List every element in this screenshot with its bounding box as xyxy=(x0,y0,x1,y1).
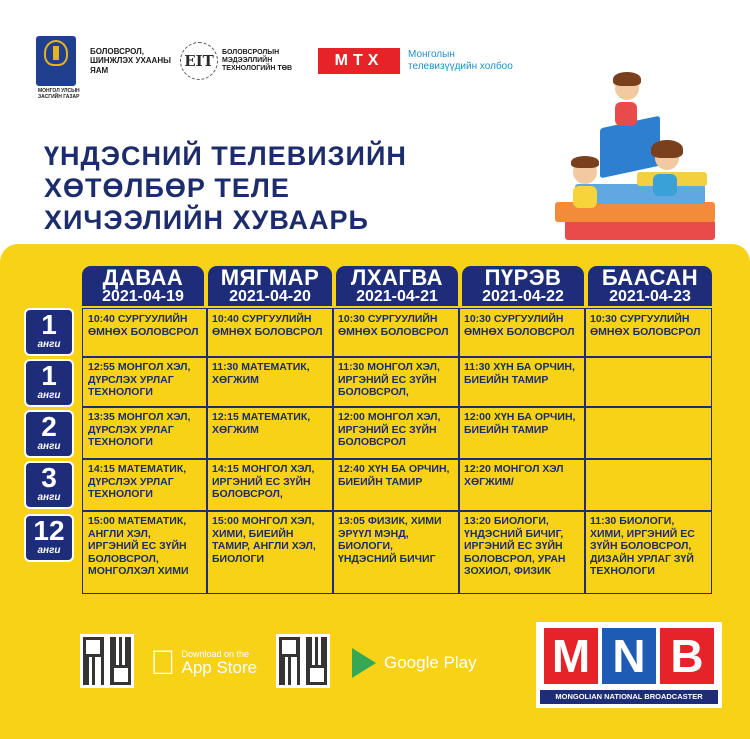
ministry-name: БОЛОВСРОЛ, ШИНЖЛЭХ УХААНЫ ЯАМ xyxy=(90,46,171,75)
grade-label: 2 анги xyxy=(24,410,74,458)
day-header-thursday xyxy=(462,266,584,306)
emblem-caption: МОНГОЛ УЛСЫН ЗАСГИЙН ГАЗАР xyxy=(38,88,80,100)
mnb-letter-n: N xyxy=(602,628,656,684)
grade-label: 1 анги xyxy=(24,308,74,356)
schedule-cell: 12:00 ХҮН БА ОРЧИН, БИЕИЙН ТАМИР xyxy=(458,406,586,460)
googleplay-qr-code-icon[interactable] xyxy=(276,634,330,688)
state-emblem-icon xyxy=(36,36,76,86)
apple-icon xyxy=(150,646,176,680)
day-header-friday xyxy=(588,266,712,306)
eit-logo: EIT xyxy=(180,42,218,80)
book-bottom-icon xyxy=(565,220,715,240)
schedule-cell: 10:30 СУРГУУЛИЙН ӨМНӨХ БОЛОВСРОЛ xyxy=(458,308,586,358)
day-date: 2021-04-21 xyxy=(356,288,438,305)
grade-label: 1 анги xyxy=(24,359,74,407)
appstore-small-text: Download on the xyxy=(156,646,224,656)
schedule-cell: 13:05 ФИЗИК, ХИМИ ЭРҮҮЛ МЭНД, БИОЛОГИ, ҮНДЭСНИЙ БИЧИГ xyxy=(332,510,460,594)
schedule-cell: 11:30 МОНГОЛ ХЭЛ, ИРГЭНИЙ ЕС ЗҮЙН БОЛОВСРОЛ, xyxy=(332,356,460,408)
logo-row xyxy=(36,36,518,86)
day-name: ЛХАГВА xyxy=(350,265,444,290)
mnb-letter-m: M xyxy=(544,628,598,684)
schedule-cell: 12:20 МОНГОЛ ХЭЛ ХӨГЖИМ/ xyxy=(458,458,586,512)
schedule-cell: 13:35 МОНГОЛ ХЭЛ, ДҮРСЛЭХ УРЛАГ ТЕХНОЛОГИ xyxy=(82,406,208,460)
schedule-cell: 12:15 МАТЕМАТИК, ХӨГЖИМ xyxy=(206,406,334,460)
grade-label: 3 анги xyxy=(24,461,74,509)
day-date: 2021-04-22 xyxy=(482,288,564,305)
day-name: ДАВАА xyxy=(102,265,184,290)
schedule-cell xyxy=(584,458,712,512)
title-line-3: ХИЧЭЭЛИЙН ХУВААРЬ xyxy=(44,205,369,235)
google-play-badge[interactable] xyxy=(352,648,477,678)
day-name: БААСАН xyxy=(601,265,699,290)
schedule-cell: 12:55 МОНГОЛ ХЭЛ, ДҮРСЛЭХ УРЛАГ ТЕХНОЛОГИ xyxy=(82,356,208,408)
day-date: 2021-04-23 xyxy=(609,288,691,305)
schedule-cell: 10:40 СУРГУУЛИЙН ӨМНӨХ БОЛОВСРОЛ xyxy=(206,308,334,358)
day-header-wednesday xyxy=(336,266,458,306)
header-area xyxy=(0,0,750,250)
day-header-monday xyxy=(82,266,204,306)
mnb-logo xyxy=(536,622,722,708)
schedule-cell: 10:40 СУРГУУЛИЙН ӨМНӨХ БОЛОВСРОЛ xyxy=(82,308,208,358)
schedule-cell: 14:15 МОНГОЛ ХЭЛ, ИРГЭНИЙ ЕС ЗҮЙН БОЛОВСРОЛ, xyxy=(206,458,334,512)
schedule-cell: 14:15 МАТЕМАТИК, ДҮРСЛЭХ УРЛАГ ТЕХНОЛОГИ xyxy=(82,458,208,512)
day-date: 2021-04-20 xyxy=(229,288,311,305)
appstore-big-text: App Store xyxy=(156,655,232,674)
title-line-2: ХӨТӨЛБӨР ТЕЛЕ xyxy=(44,173,290,203)
googleplay-text: Google Play xyxy=(384,653,477,672)
page-title xyxy=(44,140,564,236)
day-header-tuesday xyxy=(208,266,332,306)
schedule-cell: 12:40 ХҮН БА ОРЧИН, БИЕИЙН ТАМИР xyxy=(332,458,460,512)
appstore-qr-code-icon[interactable] xyxy=(80,634,134,688)
schedule-cell xyxy=(584,406,712,460)
schedule-cell: 15:00 МОНГОЛ ХЭЛ, ХИМИ, БИЕИЙН ТАМИР, АНГЛИ ХЭЛ, БИОЛОГИ xyxy=(206,510,334,594)
schedule-cell: 15:00 МАТЕМАТИК, АНГЛИ ХЭЛ, ИРГЭНИЙ ЕС ЗҮЙН БОЛОВСРОЛ, МОНГОЛХЭЛ ХИМИ xyxy=(82,510,208,594)
app-store-badge[interactable] xyxy=(150,646,257,680)
schedule-cell: 10:30 СУРГУУЛИЙН ӨМНӨХ БОЛОВСРОЛ xyxy=(584,308,712,358)
grade-label: 12 анги xyxy=(24,514,74,562)
google-play-icon xyxy=(352,648,376,678)
day-date: 2021-04-19 xyxy=(102,288,184,305)
title-line-1: ҮНДЭСНИЙ ТЕЛЕВИЗИЙН xyxy=(44,141,407,171)
kids-reading-illustration xyxy=(545,62,735,247)
mtx-name: Монголын телевизүүдийн холбоо xyxy=(408,49,513,72)
mtx-logo: МТХ xyxy=(318,48,400,74)
day-name: МЯГМАР xyxy=(220,265,320,290)
schedule-cell: 11:30 БИОЛОГИ, ХИМИ, ИРГЭНИЙ ЕС ЗҮЙН БОЛОВСРОЛ, ДИЗАЙН УРЛАГ ЗҮЙ ТЕХНОЛОГИ xyxy=(584,510,712,594)
eit-name: БОЛОВСРОЛЫН МЭДЭЭЛЛИЙН ТЕХНОЛОГИЙН ТӨВ xyxy=(222,48,293,73)
schedule-cell: 10:30 СУРГУУЛИЙН ӨМНӨХ БОЛОВСРОЛ xyxy=(332,308,460,358)
day-name: ПҮРЭВ xyxy=(484,265,562,290)
schedule-cell: 11:30 МАТЕМАТИК, ХӨГЖИМ xyxy=(206,356,334,408)
schedule-cell: 12:00 МОНГОЛ ХЭЛ, ИРГЭНИЙ ЕС ЗҮЙН БОЛОВСРОЛ xyxy=(332,406,460,460)
mnb-letter-b: B xyxy=(660,628,714,684)
schedule-cell xyxy=(584,356,712,408)
schedule-cell: 13:20 БИОЛОГИ, ҮНДЭСНИЙ БИЧИГ, ИРГЭНИЙ ЕС ЗҮЙН БОЛОВСРОЛ, УРАН ЗОХИОЛ, ФИЗИК xyxy=(458,510,586,594)
mnb-caption: MONGOLIAN NATIONAL BROADCASTER xyxy=(540,690,718,704)
schedule-cell: 11:30 ХҮН БА ОРЧИН, БИЕИЙН ТАМИР xyxy=(458,356,586,408)
